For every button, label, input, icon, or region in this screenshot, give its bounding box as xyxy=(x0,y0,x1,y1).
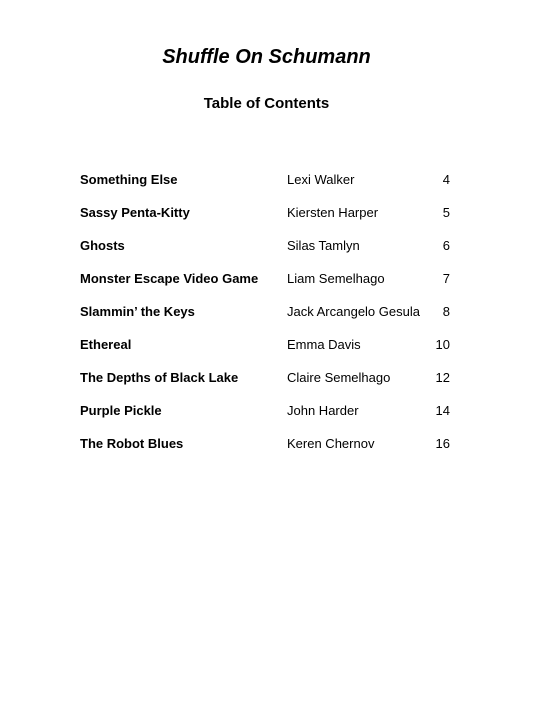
toc-entry xyxy=(80,304,452,337)
toc-entry xyxy=(80,271,452,304)
toc-entry-title: Ethereal xyxy=(80,337,132,352)
toc-entry-author: John Harder xyxy=(287,403,359,418)
toc-entry-author: Silas Tamlyn xyxy=(287,238,360,253)
toc-entry xyxy=(80,370,452,403)
toc-entry-title: Sassy Penta-Kitty xyxy=(80,205,190,220)
toc-entry-title: Something Else xyxy=(80,172,178,187)
toc-entry-title: Purple Pickle xyxy=(80,403,162,418)
toc-entry-title: The Robot Blues xyxy=(80,436,184,451)
toc-entry-author: Liam Semelhago xyxy=(287,271,385,286)
toc-entry xyxy=(80,205,452,238)
toc-entry xyxy=(80,403,452,436)
toc-entry-page: 4 xyxy=(442,172,450,187)
toc-entry-title: Ghosts xyxy=(80,238,125,253)
toc-entry-page: 7 xyxy=(442,271,450,286)
toc-entry-title: Monster Escape Video Game xyxy=(80,271,259,286)
toc-entry-page: 12 xyxy=(435,370,450,385)
toc-entry-author: Lexi Walker xyxy=(287,172,355,187)
toc-entry-author: Keren Chernov xyxy=(287,436,375,451)
toc-entry xyxy=(80,172,452,205)
toc-entry-page: 6 xyxy=(442,238,450,253)
toc-entry-author: Emma Davis xyxy=(287,337,361,352)
toc-entry-page: 8 xyxy=(442,304,450,319)
toc-entry xyxy=(80,238,452,271)
toc-entry-author: Jack Arcangelo Gesula xyxy=(287,304,420,319)
toc-list xyxy=(80,172,452,469)
toc-entry-author: Kiersten Harper xyxy=(287,205,379,220)
toc-entry xyxy=(80,337,452,370)
toc-entry xyxy=(80,436,452,469)
toc-heading: Table of Contents xyxy=(203,95,330,112)
toc-entry-page: 10 xyxy=(435,337,450,352)
toc-entry-page: 14 xyxy=(435,403,450,418)
toc-entry-title: The Depths of Black Lake xyxy=(80,370,239,385)
toc-entry-author: Claire Semelhago xyxy=(287,370,391,385)
toc-entry-page: 5 xyxy=(442,205,450,220)
toc-entry-title: Slammin’ the Keys xyxy=(80,304,195,319)
toc-entry-page: 16 xyxy=(435,436,450,451)
book-title: Shuffle On Schumann xyxy=(162,46,371,68)
